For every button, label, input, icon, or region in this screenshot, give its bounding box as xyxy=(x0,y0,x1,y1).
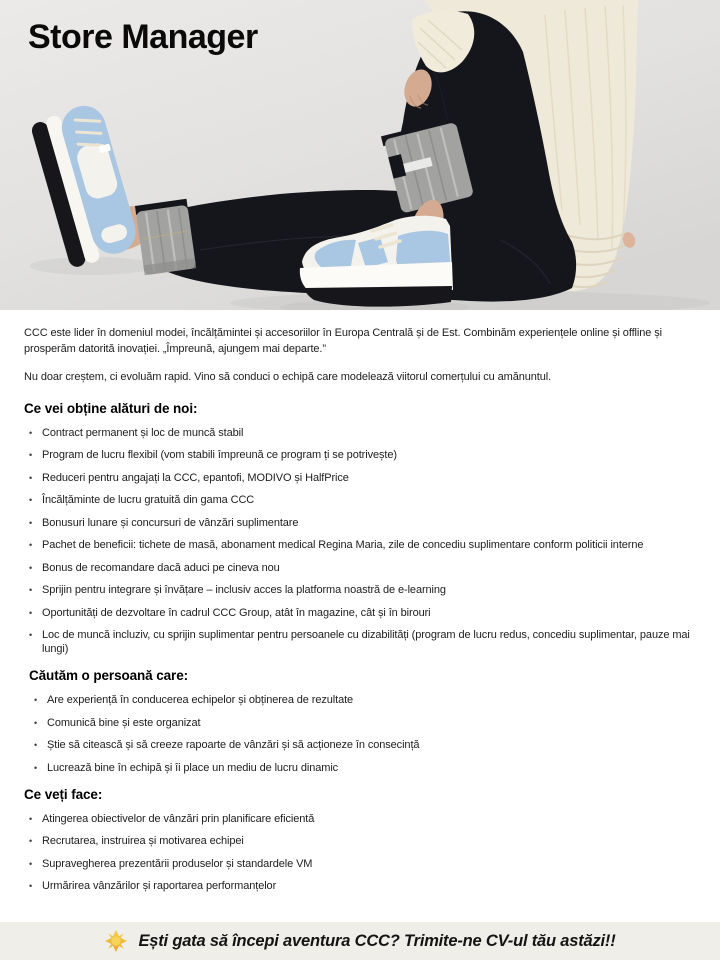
bullet-icon: • xyxy=(29,813,33,824)
bullet-item xyxy=(24,879,696,893)
bullet-item xyxy=(24,426,696,440)
section-heading: Ce vei obține alături de noi: xyxy=(24,400,198,416)
bullet-icon: • xyxy=(29,540,33,550)
bullet-text: Loc de muncă incluziv, cu sprijin suplimentar pentru persoanele cu dizabilități (program de lucru redus, concediu suplimentar, pauze mai lungi) xyxy=(42,629,690,655)
bullet-text: Sprijin pentru integrare și învățare – inclusiv acces la platforma noastră de e-learning xyxy=(42,584,446,596)
bullet-text: Contract permanent și loc de muncă stabil xyxy=(42,426,244,439)
bullet-list xyxy=(24,812,696,894)
bullet-item xyxy=(24,812,696,826)
rolled-cuff-left xyxy=(135,199,196,276)
bullet-icon: • xyxy=(29,427,33,438)
bullet-list xyxy=(29,693,696,775)
bullet-text: Reduceri pentru angajați la CCC, epantofi, MODIVO și HalfPrice xyxy=(42,471,349,484)
bullet-item xyxy=(24,471,696,485)
bullet-icon: • xyxy=(29,450,33,460)
bullet-icon: • xyxy=(29,562,33,573)
bullet-item xyxy=(24,493,696,507)
bullet-text: Bonus de recomandare dacă aduci pe cineva nou xyxy=(42,561,280,574)
bullet-icon: • xyxy=(29,472,33,483)
bullet-text: Știe să citească și să creeze rapoarte de vânzări și să acționeze în consecință xyxy=(47,739,420,751)
sections xyxy=(24,401,696,894)
section-tasks xyxy=(24,787,696,894)
bullet-icon: • xyxy=(34,695,38,705)
bullet-item xyxy=(24,538,696,552)
bullet-text: Program de lucru flexibil (vom stabili împreună ce program ți se potrivește) xyxy=(42,449,397,461)
bullet-icon: • xyxy=(34,762,38,773)
bullet-item xyxy=(29,716,696,730)
content xyxy=(0,310,720,893)
bullet-item xyxy=(29,738,696,752)
footer-cta-bar xyxy=(0,922,720,960)
bullet-item xyxy=(24,606,696,620)
bullet-icon: • xyxy=(29,495,33,505)
bullet-icon: • xyxy=(29,858,33,869)
bullet-text: Atingerea obiectivelor de vânzări prin planificare eficientă xyxy=(42,812,315,825)
bullet-text: Încălțăminte de lucru gratuită din gama CCC xyxy=(42,494,255,506)
bullet-item xyxy=(24,448,696,462)
bullet-text: Oportunități de dezvoltare în cadrul CCC Group, atât în magazine, cât și în birouri xyxy=(42,606,431,619)
bullet-item xyxy=(24,516,696,530)
bullet-text: Recrutarea, instruirea și motivarea echipei xyxy=(42,835,244,847)
bullet-item xyxy=(24,583,696,597)
bullet-item xyxy=(24,561,696,575)
bullet-item xyxy=(24,628,696,656)
intro-paragraph-1: CCC este lider în domeniul modei, încălțămintei și accesoriilor în Europa Centrală și de Est. Combinăm experiențele online și offline și prosperăm datorită inovației. „Împreună, ajungem mai departe.” xyxy=(24,327,662,355)
hero-photo xyxy=(0,0,720,310)
intro-paragraph-2: Nu doar creștem, ci evoluăm rapid. Vino să conduci o echipă care modelează viitorul comerțului cu amănuntul. xyxy=(24,371,552,383)
bullet-text: Are experiență în conducerea echipelor și obținerea de rezultate xyxy=(47,694,354,706)
bullet-text: Supravegherea prezentării produselor și standardele VM xyxy=(42,857,313,870)
section-heading: Ce veți face: xyxy=(24,786,103,802)
bullet-item xyxy=(29,761,696,775)
bullet-item xyxy=(24,857,696,871)
intro xyxy=(24,326,696,386)
bullet-item xyxy=(29,693,696,707)
section-profile xyxy=(29,668,696,775)
bullet-list xyxy=(24,426,696,657)
section-heading: Căutăm o persoană care: xyxy=(29,668,189,683)
bullet-icon: • xyxy=(29,630,33,640)
bullet-text: Pachet de beneficii: tichete de masă, abonament medical Regina Maria, zile de concediu suplimentare conform politicii interne xyxy=(42,539,644,551)
section-benefits xyxy=(24,401,696,657)
bullet-text: Urmărirea vânzărilor și raportarea performanțelor xyxy=(42,880,277,892)
bullet-icon: • xyxy=(34,717,38,728)
bullet-icon: • xyxy=(29,836,33,846)
bullet-icon: • xyxy=(29,585,33,595)
bullet-icon: • xyxy=(29,881,33,891)
bullet-text: Lucrează bine în echipă și îi place un mediu de lucru dinamic xyxy=(47,761,339,774)
bullet-icon: • xyxy=(29,517,33,528)
bullet-item xyxy=(24,834,696,848)
page-title: Store Manager xyxy=(28,18,258,56)
footer-cta-text: Ești gata să începi aventura CCC? Trimite-ne CV-ul tău astăzi!! xyxy=(138,931,616,950)
bullet-icon: • xyxy=(34,740,38,750)
bullet-text: Bonusuri lunare și concursuri de vânzări suplimentare xyxy=(42,516,299,529)
bullet-icon: • xyxy=(29,607,33,618)
bullet-text: Comunică bine și este organizat xyxy=(47,716,201,729)
sun-icon xyxy=(104,929,128,953)
